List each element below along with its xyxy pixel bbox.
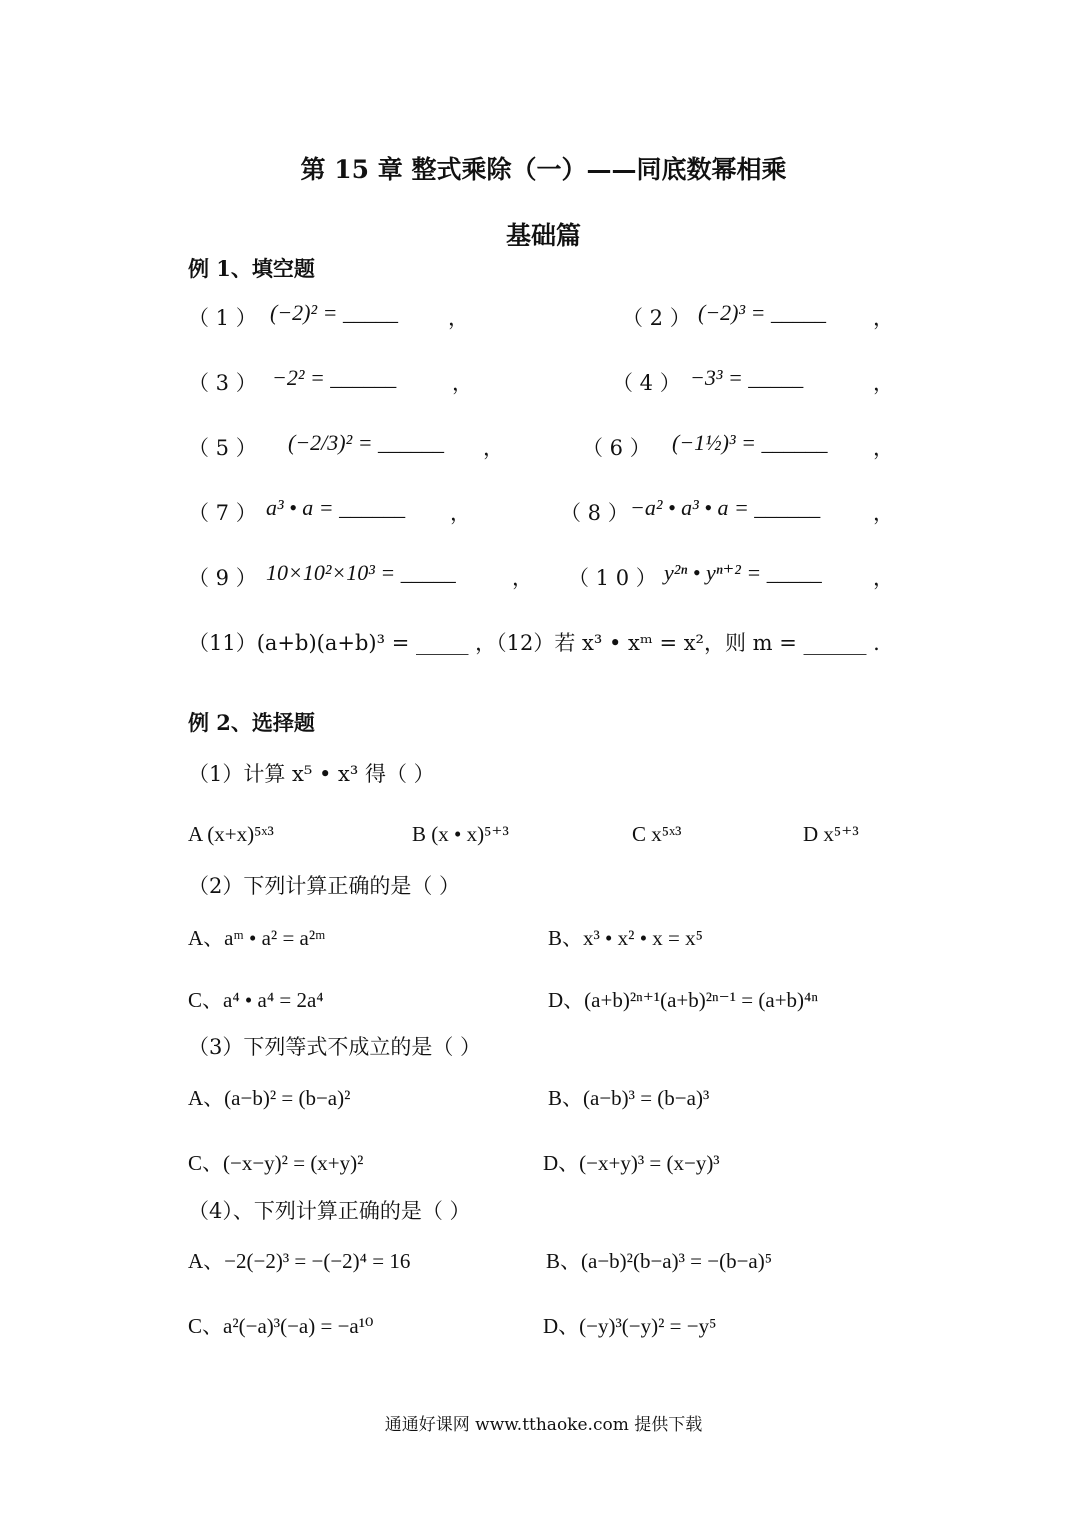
option-b: B、(a−b)³ = (b−a)³ bbox=[548, 1086, 710, 1110]
option-d: D、(−y)³(−y)² = −y⁵ bbox=[543, 1314, 717, 1338]
item-number: （ 1 ） bbox=[188, 306, 257, 330]
option-a: A、(a−b)² = (b−a)² bbox=[188, 1086, 351, 1110]
example1-heading: 例 1、填空题 bbox=[188, 256, 315, 281]
option-a: A (x+x)⁵ˣ³ bbox=[188, 822, 274, 846]
option-c: C、(−x−y)² = (x+y)² bbox=[188, 1151, 364, 1175]
fill-blank-expression: (−2/3)² = ______ bbox=[288, 430, 445, 455]
fill-blank-expression: −2² = ______ bbox=[272, 365, 397, 390]
item-separator: ， bbox=[450, 501, 471, 525]
item-number: （ 1 0 ） bbox=[568, 566, 657, 590]
option-b: B、x³ • x² • x = x⁵ bbox=[548, 926, 703, 950]
fill-blank-expression: (−1½)³ = ______ bbox=[672, 430, 828, 455]
option-b: B (x • x)⁵⁺³ bbox=[412, 822, 509, 846]
option-d: D、(a+b)²ⁿ⁺¹(a+b)²ⁿ⁻¹ = (a+b)⁴ⁿ bbox=[548, 988, 818, 1012]
item-11-and-12: （11）(a+b)(a+b)³ = _____ ，（12）若 x³ • xᵐ = x²，则 m = ______ . bbox=[188, 631, 880, 655]
question-stem: （4）、下列计算正确的是（ ） bbox=[188, 1199, 471, 1223]
option-d: D x⁵⁺³ bbox=[803, 822, 859, 846]
question-stem: （2）下列计算正确的是（ ） bbox=[188, 874, 461, 898]
fill-blank-expression: 10×10²×10³ = _____ bbox=[266, 560, 456, 585]
option-c: C、a⁴ • a⁴ = 2a⁴ bbox=[188, 988, 324, 1012]
item-separator: ， bbox=[452, 371, 473, 395]
item-number: （ 3 ） bbox=[188, 371, 257, 395]
fill-blank-expression: −3³ = _____ bbox=[690, 365, 804, 390]
example2-heading: 例 2、选择题 bbox=[188, 710, 315, 735]
question-stem: （3）下列等式不成立的是（ ） bbox=[188, 1035, 482, 1059]
item-separator: ， bbox=[873, 501, 894, 525]
fill-blank-expression: a³ • a = ______ bbox=[266, 495, 406, 520]
fill-blank-expression: −a² • a³ • a = ______ bbox=[630, 495, 821, 520]
item-number: （ 5 ） bbox=[188, 436, 257, 460]
fill-blank-expression: (−2)³ = _____ bbox=[698, 300, 826, 325]
page-subtitle: 基础篇 bbox=[505, 221, 581, 250]
item-number: （ 2 ） bbox=[622, 306, 691, 330]
item-separator: ， bbox=[873, 371, 894, 395]
option-d: D、(−x+y)³ = (x−y)³ bbox=[543, 1151, 720, 1175]
option-a: A、aᵐ • a² = a²ᵐ bbox=[188, 926, 326, 950]
option-b: B、(a−b)²(b−a)³ = −(b−a)⁵ bbox=[546, 1249, 773, 1273]
option-c: C、a²(−a)³(−a) = −a¹⁰ bbox=[188, 1314, 374, 1338]
item-number: （ 4 ） bbox=[612, 371, 681, 395]
page-title: 第 15 章 整式乘除（一）——同底数幂相乘 bbox=[300, 155, 787, 184]
item-number: （ 6 ） bbox=[582, 436, 651, 460]
item-separator: ， bbox=[512, 566, 533, 590]
fill-blank-expression: y²ⁿ • yⁿ⁺² = _____ bbox=[664, 560, 822, 585]
item-separator: ， bbox=[873, 566, 894, 590]
item-number: （ 8 ） bbox=[560, 501, 629, 525]
option-a: A、−2(−2)³ = −(−2)⁴ = 16 bbox=[188, 1249, 411, 1273]
option-c: C x⁵ˣ³ bbox=[632, 822, 682, 846]
item-separator: ， bbox=[483, 436, 504, 460]
item-separator: ， bbox=[873, 306, 894, 330]
fill-blank-expression: (−2)² = _____ bbox=[270, 300, 398, 325]
question-stem: （1）计算 x⁵ • x³ 得（ ） bbox=[188, 762, 435, 786]
item-number: （ 7 ） bbox=[188, 501, 257, 525]
item-separator: ， bbox=[873, 436, 894, 460]
item-separator: ， bbox=[448, 306, 469, 330]
footer-text: 通通好课网 www.tthaoke.com 提供下载 bbox=[384, 1415, 703, 1435]
item-number: （ 9 ） bbox=[188, 566, 257, 590]
